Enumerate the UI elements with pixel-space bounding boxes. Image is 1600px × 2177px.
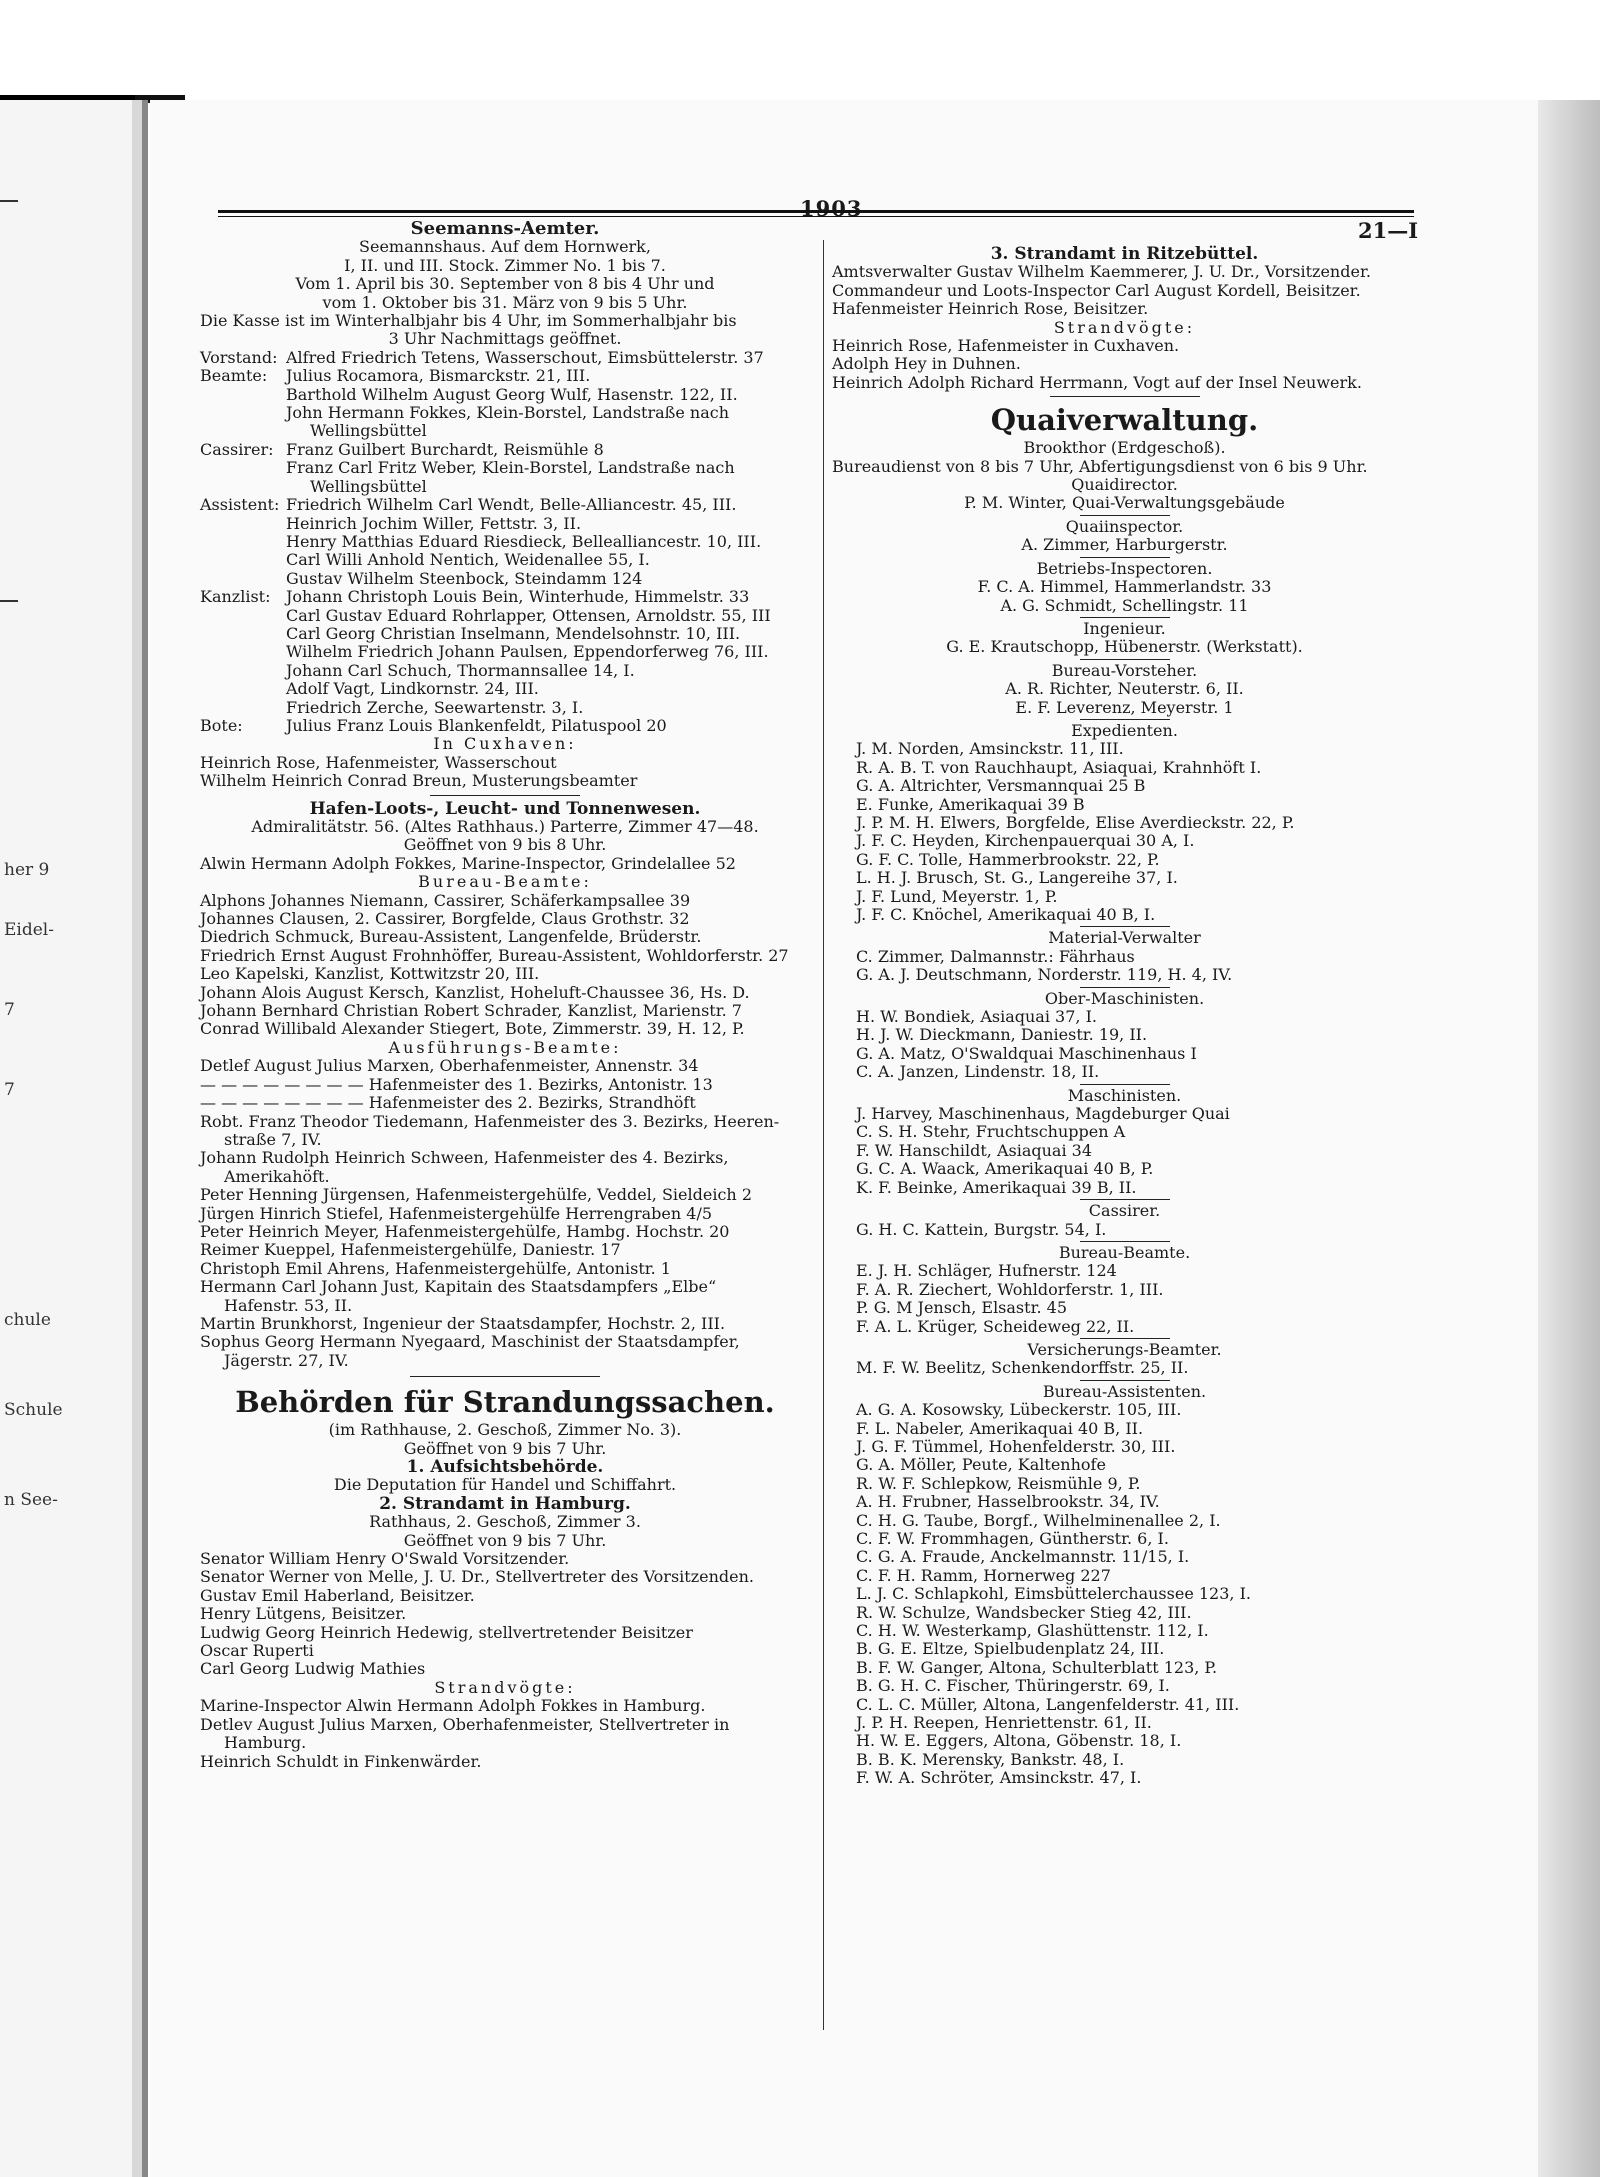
text-line: Jägerstr. 27, IV. bbox=[224, 1350, 349, 1370]
text-line: Gustav Wilhelm Steenbock, Steindamm 124 bbox=[286, 568, 643, 588]
text-line: Alfred Friedrich Tetens, Wasserschout, Eimsbüttelerstr. 37 bbox=[286, 347, 764, 367]
divider bbox=[1080, 1380, 1170, 1381]
text-line: F. C. A. Himmel, Hammerlandstr. 33 bbox=[977, 577, 1272, 597]
quai-sections bbox=[832, 476, 1417, 1788]
sub-heading: Ober-Maschinisten. bbox=[1044, 988, 1205, 1008]
text-line: 3 Uhr Nachmittags geöffnet. bbox=[388, 329, 622, 349]
right-column bbox=[832, 245, 1417, 1788]
text-line: A. R. Richter, Neuterstr. 6, II. bbox=[1005, 679, 1244, 699]
text-line: Wellingsbüttel bbox=[310, 476, 427, 496]
sub-heading: Betriebs-Inspectoren. bbox=[1036, 558, 1213, 578]
sub-heading: Bureau-Beamte. bbox=[1058, 1242, 1191, 1262]
page-year: 1903 bbox=[800, 196, 863, 221]
text-line: J. Harvey, Maschinenhaus, Magdeburger Quai bbox=[856, 1104, 1230, 1124]
text-line: P. G. M Jensch, Elsastr. 45 bbox=[856, 1298, 1067, 1318]
sub-heading: Ingenieur. bbox=[1083, 618, 1166, 638]
text-line: Wilhelm Friedrich Johann Paulsen, Eppendorferweg 76, III. bbox=[286, 642, 769, 662]
text-line: Adolph Hey in Duhnen. bbox=[832, 354, 1021, 374]
text-line: G. F. C. Tolle, Hammerbrookstr. 22, P. bbox=[856, 849, 1160, 869]
text-line: H. J. W. Dieckmann, Daniestr. 19, II. bbox=[856, 1025, 1148, 1045]
text-line: Alphons Johannes Niemann, Cassirer, Schäferkampsallee 39 bbox=[200, 890, 691, 910]
page-number: 21—I bbox=[1358, 218, 1419, 243]
text-line: — — — — — — — — Hafenmeister des 2. Bezirks, Strandhöft bbox=[200, 1093, 696, 1113]
text-line: M. F. W. Beelitz, Schenkendorffstr. 25, II. bbox=[856, 1358, 1189, 1378]
text-line: C. Zimmer, Dalmannstr.: Fährhaus bbox=[856, 946, 1135, 966]
text-line: Julius Franz Louis Blankenfeldt, Pilatuspool 20 bbox=[286, 715, 667, 735]
text-line: Carl Gustav Eduard Rohrlapper, Ottensen, Arnoldstr. 55, III bbox=[286, 605, 771, 625]
text-line: H. W. E. Eggers, Altona, Göbenstr. 18, I. bbox=[856, 1731, 1182, 1751]
text-line: Gustav Emil Haberland, Beisitzer. bbox=[200, 1585, 475, 1605]
text-line: Carl Willi Anhold Nentich, Weidenallee 55, I. bbox=[286, 550, 650, 570]
text-line: Conrad Willibald Alexander Stiegert, Bote, Zimmerstr. 39, H. 12, P. bbox=[200, 1019, 745, 1039]
text-line: Rathhaus, 2. Geschoß, Zimmer 3. bbox=[369, 1512, 641, 1532]
text-line: straße 7, IV. bbox=[224, 1129, 322, 1149]
divider bbox=[1080, 1241, 1170, 1242]
text-line: Geöffnet von 9 bis 7 Uhr. bbox=[403, 1530, 607, 1550]
page-edge-shadow bbox=[1538, 100, 1600, 2177]
text-line: Vom 1. April bis 30. September von 8 bis 4 Uhr und bbox=[295, 274, 715, 294]
text-line: Commandeur und Loots-Inspector Carl August Kordell, Beisitzer. bbox=[832, 280, 1361, 300]
text-line: Barthold Wilhelm August Georg Wulf, Hasenstr. 122, II. bbox=[286, 384, 738, 404]
divider bbox=[1080, 557, 1170, 558]
left-column bbox=[200, 220, 810, 1771]
text-line: J. P. H. Reepen, Henriettenstr. 61, II. bbox=[856, 1713, 1152, 1733]
text-line: Hermann Carl Johann Just, Kapitain des Staatsdampfers „Elbe“ bbox=[200, 1277, 717, 1297]
text-line: E. Funke, Amerikaquai 39 B bbox=[856, 794, 1085, 814]
text-line: Franz Carl Fritz Weber, Klein-Borstel, Landstraße nach bbox=[286, 458, 735, 478]
text-line: K. F. Beinke, Amerikaquai 39 B, II. bbox=[856, 1177, 1137, 1197]
sub-heading: Strandvögte: bbox=[434, 1677, 576, 1697]
left-page-text: n See- bbox=[4, 1490, 58, 1510]
left-page-fragment bbox=[0, 100, 135, 2177]
text-line: F. L. Nabeler, Amerikaquai 40 B, II. bbox=[856, 1418, 1144, 1438]
divider bbox=[1080, 617, 1170, 618]
text-line: Amerikahöft. bbox=[224, 1166, 330, 1186]
sub-heading: Cassirer. bbox=[1088, 1201, 1161, 1221]
text-line: J. G. F. Tümmel, Hohenfelderstr. 30, III. bbox=[856, 1436, 1176, 1456]
text-line: Ludwig Georg Heinrich Hedewig, stellvertretender Beisitzer bbox=[200, 1622, 693, 1642]
text-line: B. G. H. C. Fischer, Thüringerstr. 69, I. bbox=[856, 1676, 1170, 1696]
sub-heading: Bureau-Beamte: bbox=[418, 872, 592, 892]
left-page-text: 7 bbox=[4, 1000, 15, 1020]
text-line: Christoph Emil Ahrens, Hafenmeistergehülfe, Antonistr. 1 bbox=[200, 1258, 671, 1278]
divider bbox=[430, 795, 580, 796]
text-line: Heinrich Rose, Hafenmeister, Wasserschout bbox=[200, 752, 557, 772]
section-title: Hafen-Loots-, Leucht- und Tonnenwesen. bbox=[309, 798, 701, 819]
text-line: F. A. R. Ziechert, Wohldorferstr. 1, III. bbox=[856, 1279, 1164, 1299]
text-line: G. A. Möller, Peute, Kaltenhofe bbox=[856, 1455, 1106, 1475]
text-line: Adolf Vagt, Lindkornstr. 24, III. bbox=[286, 679, 539, 699]
text-line: C. H. G. Taube, Borgf., Wilhelminenallee 2, I. bbox=[856, 1510, 1221, 1530]
left-page-text: Schule bbox=[4, 1400, 63, 1420]
text-line: Alwin Hermann Adolph Fokkes, Marine-Inspector, Grindelallee 52 bbox=[200, 853, 736, 873]
text-line: Heinrich Rose, Hafenmeister in Cuxhaven. bbox=[832, 336, 1180, 356]
text-line: Robt. Franz Theodor Tiedemann, Hafenmeister des 3. Bezirks, Heeren- bbox=[200, 1111, 780, 1131]
text-line: Die Kasse ist im Winterhalbjahr bis 4 Uhr, im Sommerhalbjahr bis bbox=[200, 311, 737, 331]
text-line: Carl Georg Ludwig Mathies bbox=[200, 1659, 426, 1679]
text-line: A. H. Frubner, Hasselbrookstr. 34, IV. bbox=[856, 1492, 1160, 1512]
text-line: A. Zimmer, Harburgerstr. bbox=[1021, 535, 1228, 555]
sub-heading: In Cuxhaven: bbox=[433, 734, 577, 754]
text-line: Martin Brunkhorst, Ingenieur der Staatsdampfer, Hochstr. 2, III. bbox=[200, 1313, 726, 1333]
text-line: — — — — — — — — Hafenmeister des 1. Bezirks, Antonistr. 13 bbox=[200, 1074, 713, 1094]
text-line: Wellingsbüttel bbox=[310, 421, 427, 441]
text-line: Wilhelm Heinrich Conrad Breun, Musterungsbeamter bbox=[200, 771, 638, 791]
text-line: E. F. Leverenz, Meyerstr. 1 bbox=[1015, 697, 1234, 717]
text-line: vom 1. Oktober bis 31. März von 9 bis 5 Uhr. bbox=[322, 292, 688, 312]
text-line: Heinrich Adolph Richard Herrmann, Vogt auf der Insel Neuwerk. bbox=[832, 372, 1362, 392]
role-label: Beamte: bbox=[200, 366, 268, 386]
divider bbox=[1080, 987, 1170, 988]
text-line: H. W. Bondiek, Asiaquai 37, I. bbox=[856, 1007, 1097, 1027]
book-gutter bbox=[132, 100, 142, 2177]
text-line: Carl Georg Christian Inselmann, Mendelsohnstr. 10, III. bbox=[286, 623, 741, 643]
left-page-text: her 9 bbox=[4, 860, 50, 880]
text-line: J. F. C. Heyden, Kirchenpauerquai 30 A, I. bbox=[856, 831, 1195, 851]
text-line: F. A. L. Krüger, Scheideweg 22, II. bbox=[856, 1316, 1135, 1336]
text-line: Johann Bernhard Christian Robert Schrader, Kanzlist, Marienstr. 7 bbox=[200, 1001, 742, 1021]
text-line: Sophus Georg Hermann Nyegaard, Maschinist der Staatsdampfer, bbox=[200, 1332, 740, 1352]
text-line: Johann Carl Schuch, Thormannsallee 14, I. bbox=[286, 660, 635, 680]
text-line: R. W. Schulze, Wandsbecker Stieg 42, III. bbox=[856, 1602, 1192, 1622]
sub-heading: Material-Verwalter bbox=[1048, 928, 1201, 948]
text-line: G. E. Krautschopp, Hübenerstr. (Werkstatt). bbox=[946, 637, 1303, 657]
scan-top-margin bbox=[0, 0, 1600, 95]
text-line: Henry Matthias Eduard Riesdieck, Bellealliancestr. 10, III. bbox=[286, 531, 762, 551]
text-line: Amtsverwalter Gustav Wilhelm Kaemmerer, J. U. Dr., Vorsitzender. bbox=[832, 262, 1371, 282]
divider bbox=[0, 200, 18, 202]
text-line: Friedrich Wilhelm Carl Wendt, Belle-Alliancestr. 45, III. bbox=[286, 495, 737, 515]
sub-heading: 2. Strandamt in Hamburg. bbox=[379, 1493, 631, 1514]
text-line: Friedrich Zerche, Seewartenstr. 3, I. bbox=[286, 697, 584, 717]
section-title: Quaiverwaltung. bbox=[990, 403, 1259, 438]
text-line: Heinrich Jochim Willer, Fettstr. 3, II. bbox=[286, 513, 582, 533]
divider bbox=[1080, 926, 1170, 927]
text-line: C. H. W. Westerkamp, Glashüttenstr. 112, I. bbox=[856, 1621, 1209, 1641]
text-line: Jürgen Hinrich Stiefel, Hafenmeistergehülfe Herrengraben 4/5 bbox=[200, 1203, 713, 1223]
text-line: Leo Kapelski, Kanzlist, Kottwitzstr 20, III. bbox=[200, 964, 540, 984]
column-divider bbox=[823, 240, 824, 2030]
text-line: Johann Rudolph Heinrich Schween, Hafenmeister des 4. Bezirks, bbox=[200, 1148, 729, 1168]
text-line: Johann Alois August Kersch, Kanzlist, Hoheluft-Chaussee 36, Hs. D. bbox=[200, 982, 750, 1002]
text-line: J. F. C. Knöchel, Amerikaquai 40 B, I. bbox=[856, 905, 1156, 924]
text-line: Oscar Ruperti bbox=[200, 1641, 314, 1661]
text-line: Admiralitätstr. 56. (Altes Rathhaus.) Parterre, Zimmer 47—48. bbox=[251, 817, 759, 836]
sub-heading: Quaidirector. bbox=[1071, 475, 1178, 495]
text-line: Hafenstr. 53, II. bbox=[224, 1295, 353, 1315]
section-title: Seemanns-Aemter. bbox=[410, 218, 600, 239]
divider bbox=[1080, 515, 1170, 516]
sub-heading: Ausführungs-Beamte: bbox=[388, 1037, 622, 1057]
text-line: L. J. C. Schlapkohl, Eimsbüttelerchaussee 123, I. bbox=[856, 1584, 1251, 1604]
text-line: Hafenmeister Heinrich Rose, Beisitzer. bbox=[832, 299, 1149, 319]
text-line: Senator William Henry O'Swald Vorsitzender. bbox=[200, 1549, 570, 1569]
text-line: I, II. und III. Stock. Zimmer No. 1 bis 7. bbox=[344, 255, 666, 275]
text-line: Diedrich Schmuck, Bureau-Assistent, Langenfelde, Brüderstr. bbox=[200, 927, 702, 947]
text-line: P. M. Winter, Quai-Verwaltungsgebäude bbox=[964, 493, 1285, 513]
text-line: A. G. A. Kosowsky, Lübeckerstr. 105, III. bbox=[856, 1400, 1182, 1420]
text-line: B. G. E. Eltze, Spielbudenplatz 24, III. bbox=[856, 1639, 1165, 1659]
text-line: C. G. A. Fraude, Anckelmannstr. 11/15, I. bbox=[856, 1547, 1190, 1567]
sub-heading: 3. Strandamt in Ritzebüttel. bbox=[990, 244, 1259, 264]
text-line: Heinrich Schuldt in Finkenwärder. bbox=[200, 1751, 482, 1771]
role-label: Bote: bbox=[200, 715, 243, 735]
text-line: B. B. K. Merensky, Bankstr. 48, I. bbox=[856, 1749, 1125, 1769]
role-label: Kanzlist: bbox=[200, 587, 271, 607]
text-line: G. A. Altrichter, Versmannquai 25 B bbox=[856, 776, 1146, 796]
text-line: C. L. C. Müller, Altona, Langenfelderstr. 41, III. bbox=[856, 1694, 1240, 1714]
text-line: Geöffnet von 9 bis 8 Uhr. bbox=[403, 835, 607, 855]
text-line: C. S. H. Stehr, Fruchtschuppen A bbox=[856, 1122, 1126, 1142]
text-line: Detlef August Julius Marxen, Oberhafenmeister, Annenstr. 34 bbox=[200, 1056, 699, 1076]
text-line: L. H. J. Brusch, St. G., Langereihe 37, I. bbox=[856, 868, 1178, 888]
text-line: G. C. A. Waack, Amerikaquai 40 B, P. bbox=[856, 1159, 1154, 1179]
text-line: G. H. C. Kattein, Burgstr. 54, I. bbox=[856, 1219, 1107, 1239]
text-line: R. W. F. Schlepkow, Reismühle 9, P. bbox=[856, 1473, 1141, 1493]
text-line: (im Rathhause, 2. Geschoß, Zimmer No. 3). bbox=[328, 1420, 682, 1440]
text-line: Julius Rocamora, Bismarckstr. 21, III. bbox=[286, 366, 591, 386]
header-rule bbox=[218, 210, 1414, 213]
text-line: John Hermann Fokkes, Klein-Borstel, Landstraße nach bbox=[286, 403, 730, 423]
text-line: Senator Werner von Melle, J. U. Dr., Stellvertreter des Vorsitzenden. bbox=[200, 1567, 754, 1587]
text-line: F. W. A. Schröter, Amsinckstr. 47, I. bbox=[856, 1768, 1142, 1788]
text-line: Johann Christoph Louis Bein, Winterhude, Himmelstr. 33 bbox=[286, 587, 750, 607]
book-gutter-shadow bbox=[142, 100, 148, 2177]
sub-heading: Bureau-Vorsteher. bbox=[1051, 660, 1198, 680]
text-line: J. M. Norden, Amsinckstr. 11, III. bbox=[856, 739, 1124, 759]
text-line: J. P. M. H. Elwers, Borgfelde, Elise Averdieckstr. 22, P. bbox=[856, 812, 1295, 832]
text-line: C. F. H. Ramm, Hornerweg 227 bbox=[856, 1565, 1111, 1585]
text-line: Bureaudienst von 8 bis 7 Uhr, Abfertigungsdienst von 6 bis 9 Uhr. bbox=[832, 456, 1368, 476]
text-line: Geöffnet von 9 bis 7 Uhr. bbox=[403, 1438, 607, 1458]
text-line: C. A. Janzen, Lindenstr. 18, II. bbox=[856, 1062, 1100, 1082]
text-line: Seemannshaus. Auf dem Hornwerk, bbox=[359, 237, 651, 257]
sub-heading: Bureau-Assistenten. bbox=[1042, 1381, 1207, 1401]
divider bbox=[1080, 1338, 1170, 1339]
sub-heading: Maschinisten. bbox=[1067, 1085, 1182, 1105]
text-line: R. A. B. T. von Rauchhaupt, Asiaquai, Krahnhöft I. bbox=[856, 757, 1262, 777]
divider bbox=[1080, 659, 1170, 660]
left-page-text: Eidel- bbox=[4, 920, 54, 940]
divider bbox=[0, 600, 18, 602]
header-rule-thin bbox=[218, 216, 1414, 217]
sub-heading: Quaiinspector. bbox=[1065, 516, 1184, 536]
sub-heading: 1. Aufsichtsbehörde. bbox=[406, 1457, 604, 1477]
left-page-text: chule bbox=[4, 1310, 51, 1330]
section-title: Behörden für Strandungssachen. bbox=[235, 1385, 775, 1420]
sub-heading: Versicherungs-Beamter. bbox=[1027, 1339, 1222, 1359]
divider bbox=[1050, 396, 1200, 397]
text-line: Die Deputation für Handel und Schiffahrt. bbox=[333, 1475, 677, 1495]
sub-heading: Strandvögte: bbox=[1053, 317, 1196, 337]
text-line: J. F. Lund, Meyerstr. 1, P. bbox=[856, 886, 1058, 906]
left-page-text: 7 bbox=[4, 1080, 15, 1100]
text-line: Hamburg. bbox=[224, 1733, 307, 1753]
divider bbox=[410, 1376, 600, 1377]
text-line: Peter Henning Jürgensen, Hafenmeistergehülfe, Veddel, Sieldeich 2 bbox=[200, 1185, 752, 1205]
text-line: G. A. J. Deutschmann, Norderstr. 119, H. 4, IV. bbox=[856, 965, 1233, 985]
text-line: Franz Guilbert Burchardt, Reismühle 8 bbox=[286, 439, 604, 459]
role-label: Cassirer: bbox=[200, 439, 274, 459]
divider bbox=[1080, 1084, 1170, 1085]
text-line: B. F. W. Ganger, Altona, Schulterblatt 123, P. bbox=[856, 1657, 1218, 1677]
text-line: G. A. Matz, O'Swaldquai Maschinenhaus I bbox=[856, 1043, 1197, 1063]
text-line: Brookthor (Erdgeschoß). bbox=[1023, 438, 1226, 458]
divider bbox=[1080, 1199, 1170, 1200]
text-line: Henry Lütgens, Beisitzer. bbox=[200, 1604, 407, 1624]
text-line: E. J. H. Schläger, Hufnerstr. 124 bbox=[856, 1261, 1117, 1281]
text-line: A. G. Schmidt, Schellingstr. 11 bbox=[1000, 595, 1249, 615]
text-line: Detlev August Julius Marxen, Oberhafenmeister, Stellvertreter in bbox=[200, 1714, 730, 1734]
sub-heading: Expedienten. bbox=[1071, 720, 1178, 740]
role-label: Assistent: bbox=[200, 495, 280, 515]
divider bbox=[1080, 719, 1170, 720]
text-line: F. W. Hanschildt, Asiaquai 34 bbox=[856, 1140, 1093, 1160]
text-line: Friedrich Ernst August Frohnhöffer, Bureau-Assistent, Wohldorferstr. 27 bbox=[200, 945, 789, 965]
text-line: Johannes Clausen, 2. Cassirer, Borgfelde, Claus Grothstr. 32 bbox=[200, 909, 690, 929]
text-line: Peter Heinrich Meyer, Hafenmeistergehülfe, Hambg. Hochstr. 20 bbox=[200, 1221, 730, 1241]
text-line: Marine-Inspector Alwin Hermann Adolph Fokkes in Hamburg. bbox=[200, 1696, 706, 1716]
text-line: C. F. W. Frommhagen, Güntherstr. 6, I. bbox=[856, 1529, 1169, 1548]
role-label: Vorstand: bbox=[200, 347, 278, 367]
text-line: Reimer Kueppel, Hafenmeistergehülfe, Daniestr. 17 bbox=[200, 1240, 621, 1260]
